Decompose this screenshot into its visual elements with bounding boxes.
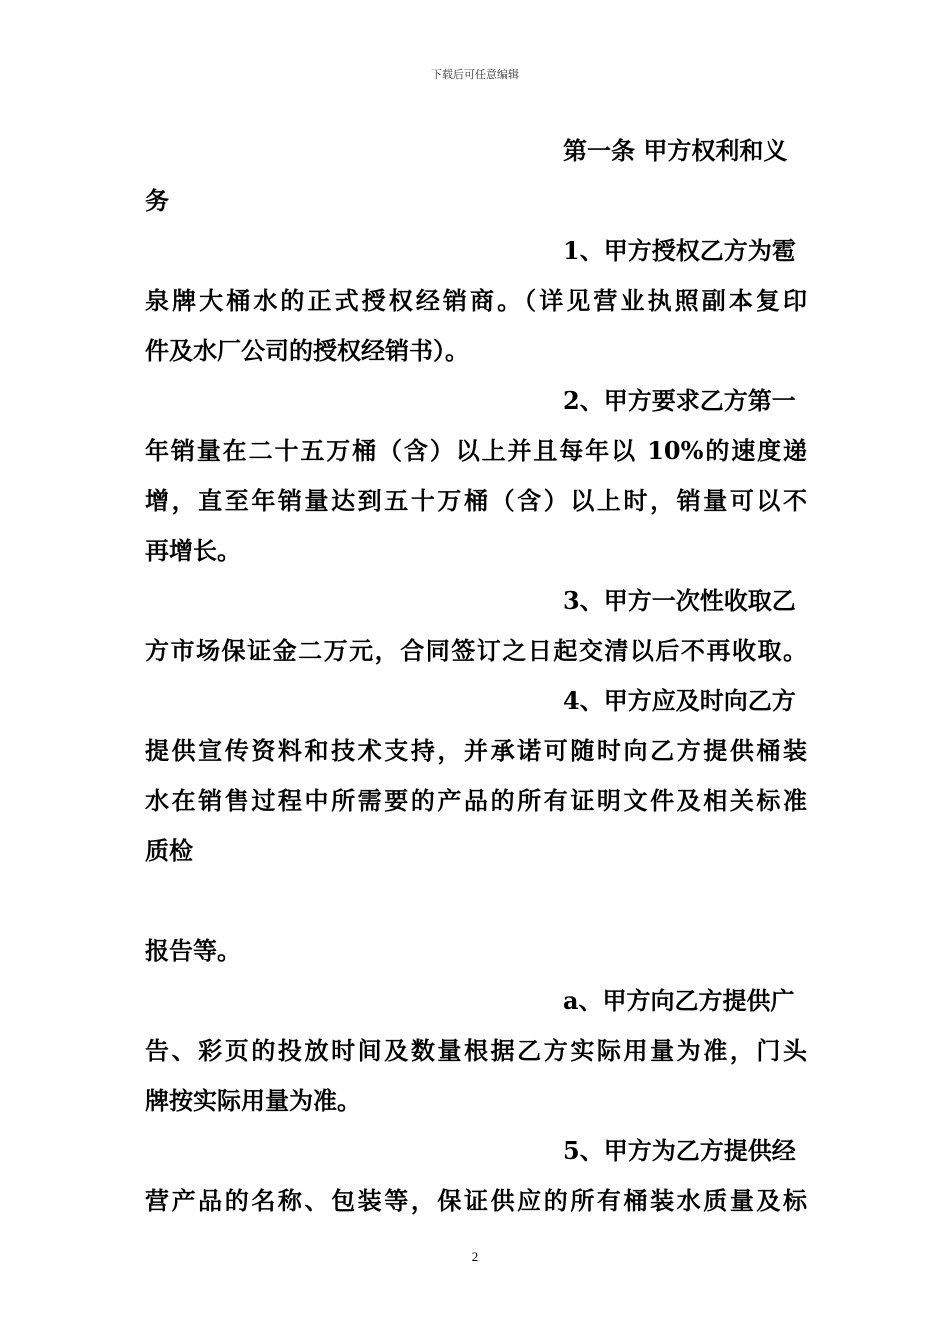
paragraph-line: 营产品的名称、包装等，保证供应的所有桶装水质量及标 xyxy=(145,1186,807,1215)
paragraph-line: 质检 xyxy=(145,836,193,865)
clause-3-start: 3、甲方一次性收取乙 xyxy=(563,586,796,615)
paragraph-line: 增，直至年销量达到五十万桶（含）以上时，销量可以不 xyxy=(145,486,807,515)
paragraph-line: 提供宣传资料和技术支持，并承诺可随时向乙方提供桶装 xyxy=(145,736,807,765)
page-number: 2 xyxy=(471,1249,479,1264)
paragraph-line: 水在销售过程中所需要的产品的所有证明文件及相关标准 xyxy=(145,786,807,815)
clause-a-start: a、甲方向乙方提供广 xyxy=(563,986,795,1015)
document-body xyxy=(145,126,807,1226)
paragraph-line: 报告等。 xyxy=(145,936,241,965)
page-header: 下载后可任意编辑 xyxy=(431,68,519,81)
paragraph-line: 再增长。 xyxy=(145,536,241,565)
paragraph-line: 件及水厂公司的授权经销书）。 xyxy=(145,336,469,365)
clause-5-start: 5、甲方为乙方提供经 xyxy=(563,1136,796,1165)
blank-line xyxy=(145,876,807,926)
paragraph-line: 方市场保证金二万元，合同签订之日起交清以后不再收取。 xyxy=(145,636,807,665)
clause-2-start: 2、甲方要求乙方第一 xyxy=(563,386,796,415)
paragraph-line: 告、彩页的投放时间及数量根据乙方实际用量为准，门头 xyxy=(145,1036,807,1065)
paragraph-line: 牌按实际用量为准。 xyxy=(145,1086,361,1115)
paragraph-line: 泉牌大桶水的正式授权经销商。（详见营业执照副本复印 xyxy=(145,286,807,315)
clause-4-start: 4、甲方应及时向乙方 xyxy=(563,686,796,715)
paragraph-line: 年销量在二十五万桶（含）以上并且每年以 10%的速度递 xyxy=(145,436,807,465)
article-heading: 第一条 甲方权利和义 xyxy=(563,136,788,165)
clause-1-start: 1、甲方授权乙方为雹 xyxy=(563,236,796,265)
paragraph-line: 务 xyxy=(145,186,169,215)
